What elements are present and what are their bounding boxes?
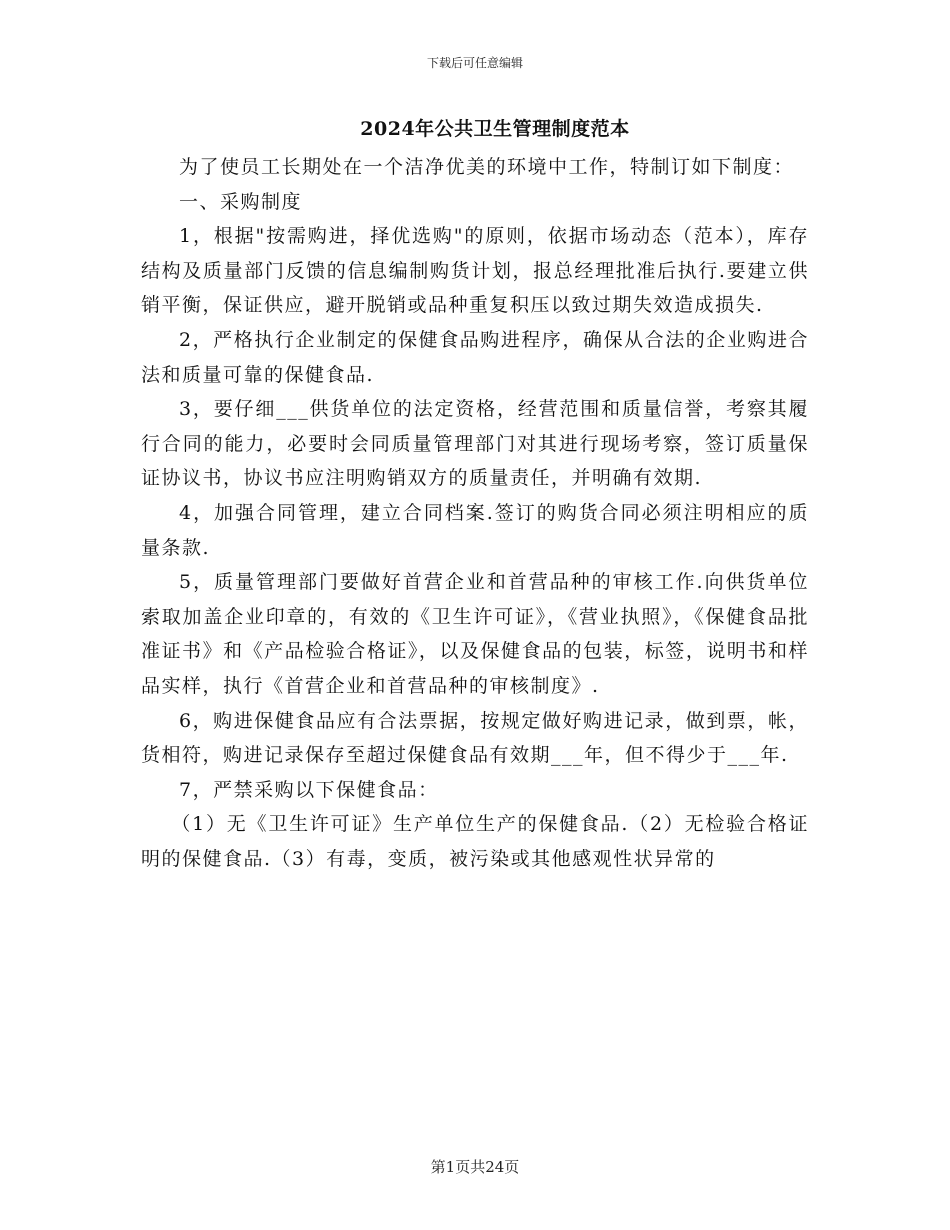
clause-7-subitems-paragraph: （1）无《卫生许可证》生产单位生产的保健食品.（2）无检验合格证明的保健食品.（3）有毒，变质，被污染或其他感观性状异常的 bbox=[141, 813, 809, 870]
page-number-footer: 第1页共24页 bbox=[430, 1158, 520, 1176]
intro-paragraph: 为了使员工长期处在一个洁净优美的环境中工作，特制订如下制度： bbox=[179, 156, 795, 178]
document-title: 2024年公共卫生管理制度范本 bbox=[360, 118, 630, 140]
clause-2-paragraph: 2，严格执行企业制定的保健食品购进程序，确保从合法的企业购进合法和质量可靠的保健食品. bbox=[141, 328, 809, 386]
section-heading-procurement: 一、采购制度 bbox=[179, 190, 303, 213]
clause-5-paragraph: 5，质量管理部门要做好首营企业和首营品种的审核工作.向供货单位索取加盖企业印章的，有效的《卫生许可证》，《营业执照》，《保健食品批准证书》和《产品检验合格证》，以及保健食品的包装，标签，说明书和样品实样，执行《首营企业和首营品种的审核制度》. bbox=[141, 571, 809, 697]
clause-3-paragraph: 3，要仔细___供货单位的法定资格，经营范围和质量信誉，考察其履行合同的能力，必要时会同质量管理部门对其进行现场考察，签订质量保证协议书，协议书应注明购销双方的质量责任，并明确有效期. bbox=[141, 398, 809, 490]
clause-6-paragraph: 6，购进保健食品应有合法票据，按规定做好购进记录，做到票，帐，货相符，购进记录保存至超过保健食品有效期___年，但不得少于___年. bbox=[141, 709, 809, 767]
clause-7-paragraph: 7，严禁采购以下保健食品： bbox=[179, 778, 439, 801]
clause-1-paragraph: 1，根据"按需购进，择优选购"的原则，依据市场动态（范本），库存结构及质量部门反馈的信息编制购货计划，报总经理批准后执行.要建立供销平衡，保证供应，避开脱销或品种重复积压以致过期失效造成损失. bbox=[141, 225, 809, 317]
clause-4-paragraph: 4，加强合同管理，建立合同档案.签订的购货合同必须注明相应的质量条款. bbox=[141, 501, 809, 559]
document-body bbox=[141, 150, 809, 876]
page-header-note: 下载后可任意编辑 bbox=[426, 56, 523, 70]
